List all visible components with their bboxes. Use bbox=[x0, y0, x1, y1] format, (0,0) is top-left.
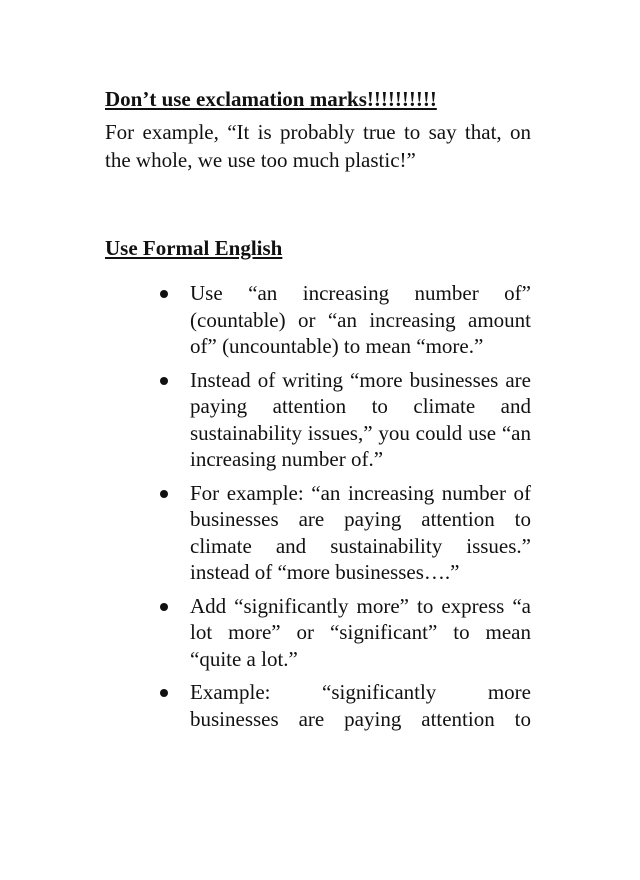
bullet-item bbox=[105, 480, 531, 586]
bullet-item bbox=[105, 367, 531, 473]
bullet-text: For example: “an increasing number of businesses are paying attention to climate and sustainability issues.” instead of “more businesses….” bbox=[190, 480, 531, 584]
bullet-dot-icon bbox=[160, 290, 168, 298]
bullet-item bbox=[105, 593, 531, 673]
bullet-dot-icon bbox=[160, 490, 168, 498]
bullet-dot-icon bbox=[160, 603, 168, 611]
section-heading: Use Formal English bbox=[105, 236, 283, 260]
bullet-text: Example: “significantly more businesses are paying attention to bbox=[190, 680, 531, 731]
section-exclamation-marks bbox=[105, 86, 531, 174]
section-formal-english bbox=[105, 235, 531, 739]
bullet-text: Add “significantly more” to express “a lot more” or “significant” to mean “quite a lot.” bbox=[190, 593, 531, 671]
bullet-dot-icon bbox=[160, 689, 168, 697]
bullet-list bbox=[105, 280, 531, 732]
bullet-item bbox=[105, 679, 531, 732]
bullet-dot-icon bbox=[160, 377, 168, 385]
example-paragraph: For example, “It is probably true to say that, on the whole, we use too much plastic!” bbox=[105, 120, 531, 172]
section-heading: Don’t use exclamation marks!!!!!!!!!! bbox=[105, 87, 437, 111]
bullet-text: Instead of writing “more businesses are paying attention to climate and sustainability issues,” you could use “an increasing number of.” bbox=[190, 367, 531, 471]
bullet-item bbox=[105, 280, 531, 360]
bullet-text: Use “an increasing number of” (countable) or “an increasing amount of” (uncountable) to mean “more.” bbox=[190, 281, 531, 358]
